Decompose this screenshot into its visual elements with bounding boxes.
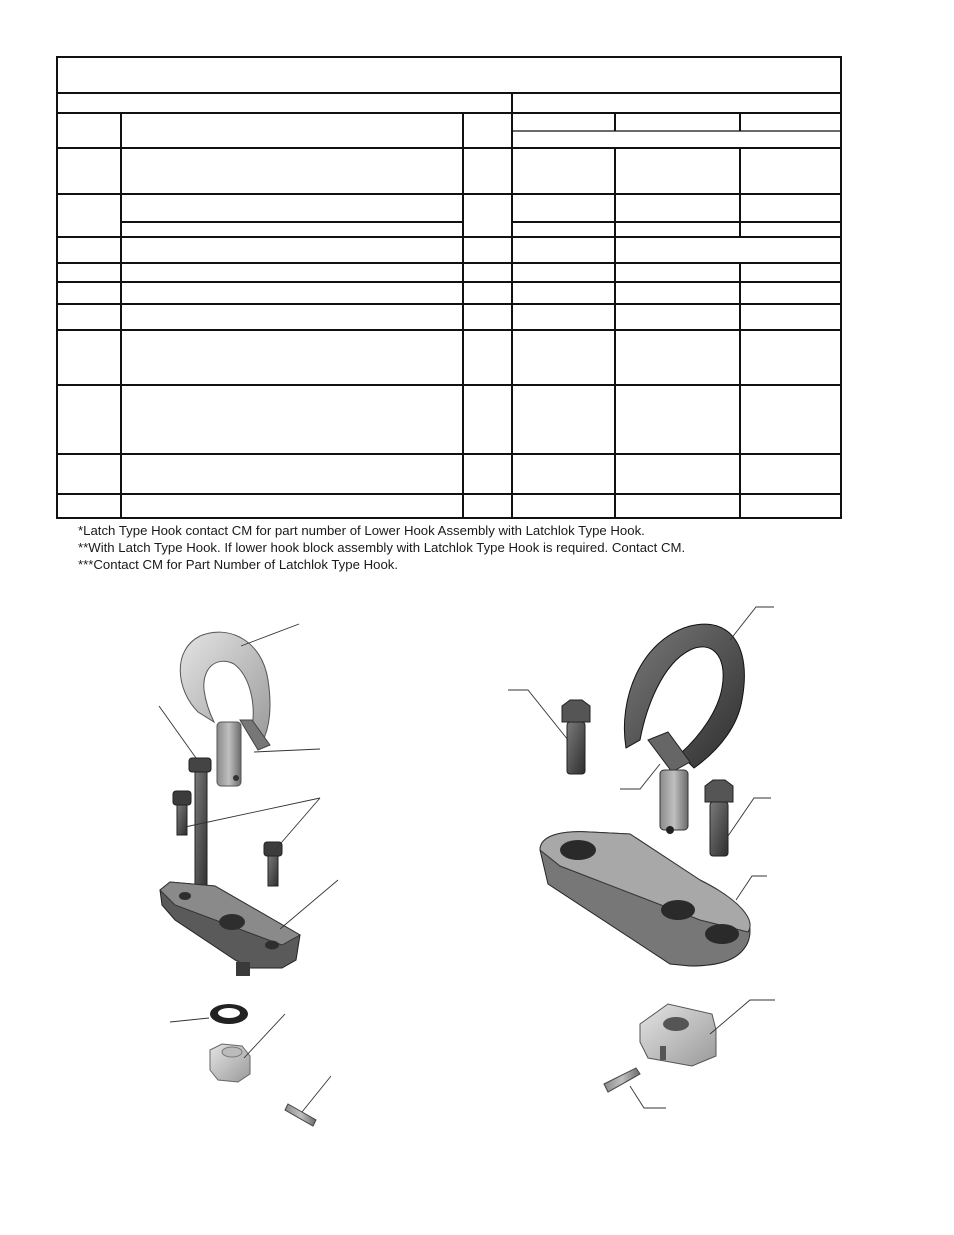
right-bolt-a [562,700,590,774]
left-assembly [159,624,338,1126]
right-bolt-b [705,780,733,856]
left-washer [210,1004,248,1024]
footnote-latch-type: *Latch Type Hook contact CM for part number of Lower Hook Assembly with Latchlok Type Hook. [78,523,645,538]
right-square-nut [640,1004,716,1066]
left-long-bolt [189,758,211,896]
left-cotter-pin [285,1104,316,1126]
table-border [57,57,841,518]
left-block [160,882,300,976]
left-short-bolt-b [264,842,282,886]
left-short-bolt-a [173,791,191,835]
parts-table [0,0,954,520]
footnote-latchlok-block: **With Latch Type Hook. If lower hook block assembly with Latchlok Type Hook is required. Contact CM. [78,540,686,555]
footnote-latchlok-part: ***Contact CM for Part Number of Latchlok Type Hook. [78,557,399,572]
right-assembly [508,607,775,1108]
footnotes [78,522,685,573]
right-pin [604,1068,640,1092]
left-nut [210,1044,250,1082]
exploded-views [0,590,954,1150]
